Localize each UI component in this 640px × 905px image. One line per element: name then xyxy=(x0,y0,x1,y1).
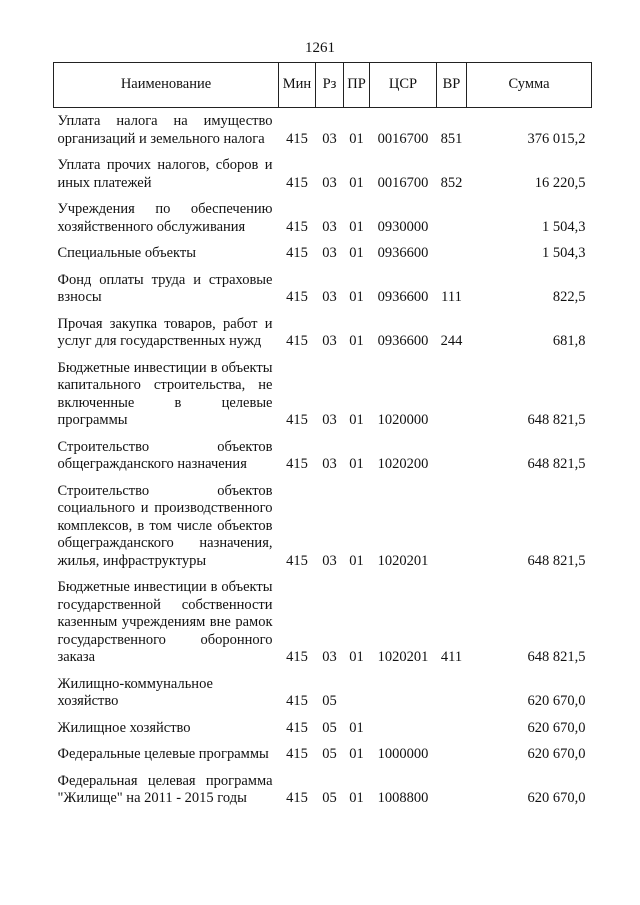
row-rz: 03 xyxy=(322,130,337,147)
row-min: 415 xyxy=(286,746,308,762)
row-rz: 03 xyxy=(322,245,337,261)
row-pr: 01 xyxy=(349,746,364,762)
row-name: Специальные объекты xyxy=(57,245,196,261)
row-min: 415 xyxy=(286,456,308,472)
row-name: Строительство объектов социального и производственного комплексов, в том числе объектов общегражданского назначения, жилья, инфраструктуры xyxy=(57,482,273,569)
row-min: 415 xyxy=(286,790,308,806)
row-rz: 03 xyxy=(322,456,337,472)
row-rz: 05 xyxy=(322,790,337,806)
row-csr: 0936600 xyxy=(377,333,429,349)
table-header-row xyxy=(54,63,592,108)
row-csr xyxy=(370,715,437,742)
row-sum: 822,5 xyxy=(552,289,586,305)
row-csr: 0016700 xyxy=(377,130,429,147)
row-pr: 01 xyxy=(349,245,364,261)
row-sum: 648 821,5 xyxy=(527,412,586,428)
table-row xyxy=(54,108,592,153)
column-header-pr: ПР xyxy=(344,63,370,108)
column-header-min: Мин xyxy=(279,63,316,108)
row-sum: 648 821,5 xyxy=(527,456,586,472)
row-pr xyxy=(344,671,370,715)
row-pr: 01 xyxy=(349,552,364,569)
table-row xyxy=(54,478,592,575)
row-csr: 0936600 xyxy=(377,289,429,305)
row-rz: 03 xyxy=(322,218,337,235)
row-sum: 620 670,0 xyxy=(527,746,586,762)
row-rz: 05 xyxy=(322,693,337,709)
row-sum: 620 670,0 xyxy=(527,719,586,736)
row-min: 415 xyxy=(286,333,308,349)
row-sum: 648 821,5 xyxy=(527,552,586,569)
row-min: 415 xyxy=(286,719,308,736)
row-pr: 01 xyxy=(349,174,364,191)
column-header-rz: Рз xyxy=(316,63,344,108)
row-name: Федеральная целевая программа "Жилище" на 2011 - 2015 годы xyxy=(57,772,273,806)
row-csr: 1020201 xyxy=(377,552,429,569)
row-vr: 244 xyxy=(440,333,463,349)
row-csr: 0016700 xyxy=(377,174,429,191)
row-pr: 01 xyxy=(349,456,364,472)
row-min: 415 xyxy=(286,130,308,147)
row-name: Учреждения по обеспечению хозяйственного обслуживания xyxy=(57,201,273,235)
row-name: Фонд оплаты труда и страховые взносы xyxy=(57,271,273,305)
row-csr: 0930000 xyxy=(377,218,429,235)
row-name: Бюджетные инвестиции в объекты капитального строительства, не включенные в целевые программы xyxy=(57,359,273,428)
row-sum: 681,8 xyxy=(552,333,586,349)
row-rz: 03 xyxy=(322,289,337,305)
table-row xyxy=(54,267,592,311)
row-min: 415 xyxy=(286,218,308,235)
row-vr xyxy=(437,355,467,434)
row-name: Бюджетные инвестиции в объекты государственной собственности казенным учреждениям вне рамок государственного оборонного заказа xyxy=(57,579,273,665)
column-header-vr: ВР xyxy=(437,63,467,108)
row-rz: 03 xyxy=(322,333,337,349)
row-min: 415 xyxy=(286,245,308,261)
table-row xyxy=(54,152,592,196)
row-pr: 01 xyxy=(349,412,364,428)
table-row xyxy=(54,768,592,812)
row-name: Уплата налога на имущество организаций и земельного налога xyxy=(57,113,273,147)
table-row xyxy=(54,741,592,768)
row-pr: 01 xyxy=(349,649,364,665)
row-rz: 05 xyxy=(322,746,337,762)
row-vr xyxy=(437,434,467,478)
row-sum: 1 504,3 xyxy=(542,245,586,261)
row-csr xyxy=(370,671,437,715)
row-vr: 111 xyxy=(441,289,462,305)
row-sum: 16 220,5 xyxy=(534,174,586,191)
row-name: Жилищное хозяйство xyxy=(57,719,191,736)
row-min: 415 xyxy=(286,649,308,665)
column-header-csr: ЦСР xyxy=(370,63,437,108)
row-min: 415 xyxy=(286,693,308,709)
row-vr: 411 xyxy=(440,649,463,665)
row-vr xyxy=(437,715,467,742)
table-row xyxy=(54,240,592,267)
budget-table xyxy=(53,62,592,812)
table-row xyxy=(54,434,592,478)
row-pr: 01 xyxy=(349,333,364,349)
row-name: Прочая закупка товаров, работ и услуг для государственных нужд xyxy=(57,315,273,349)
row-name: Строительство объектов общегражданского назначения xyxy=(57,438,273,472)
page-number: 1261 xyxy=(305,40,335,56)
row-csr: 1020201 xyxy=(377,649,429,665)
table-row xyxy=(54,574,592,671)
row-vr xyxy=(437,741,467,768)
row-vr xyxy=(437,768,467,812)
row-pr: 01 xyxy=(349,130,364,147)
column-header-name: Наименование xyxy=(54,63,279,108)
row-csr: 0936600 xyxy=(377,245,429,261)
row-sum: 648 821,5 xyxy=(527,649,586,665)
row-pr: 01 xyxy=(349,289,364,305)
column-header-sum: Сумма xyxy=(467,63,592,108)
row-vr xyxy=(437,196,467,240)
row-vr xyxy=(437,240,467,267)
row-vr xyxy=(437,671,467,715)
row-min: 415 xyxy=(286,412,308,428)
row-min: 415 xyxy=(286,289,308,305)
row-pr: 01 xyxy=(349,218,364,235)
row-rz: 03 xyxy=(322,552,337,569)
row-csr: 1020200 xyxy=(377,456,429,472)
row-rz: 03 xyxy=(322,412,337,428)
row-vr xyxy=(437,478,467,575)
row-sum: 620 670,0 xyxy=(527,790,586,806)
row-name: Уплата прочих налогов, сборов и иных платежей xyxy=(57,157,273,191)
table-row xyxy=(54,196,592,240)
row-vr: 852 xyxy=(440,174,463,191)
table-body xyxy=(54,108,592,812)
row-csr: 1020000 xyxy=(377,412,429,428)
row-pr: 01 xyxy=(349,790,364,806)
row-csr: 1000000 xyxy=(377,746,429,762)
row-sum: 620 670,0 xyxy=(527,693,586,709)
row-pr: 01 xyxy=(349,719,364,736)
table-row xyxy=(54,311,592,355)
row-sum: 376 015,2 xyxy=(527,130,586,147)
row-name: Федеральные целевые программы xyxy=(57,746,269,762)
table-row xyxy=(54,715,592,742)
row-vr: 851 xyxy=(440,130,463,147)
row-sum: 1 504,3 xyxy=(542,218,586,235)
row-csr: 1008800 xyxy=(377,790,429,806)
row-rz: 03 xyxy=(322,649,337,665)
row-rz: 03 xyxy=(322,174,337,191)
row-min: 415 xyxy=(286,174,308,191)
table-row xyxy=(54,671,592,715)
row-min: 415 xyxy=(286,552,308,569)
table-row xyxy=(54,355,592,434)
row-rz: 05 xyxy=(322,719,337,736)
row-name: Жилищно-коммунальное хозяйство xyxy=(57,675,213,709)
